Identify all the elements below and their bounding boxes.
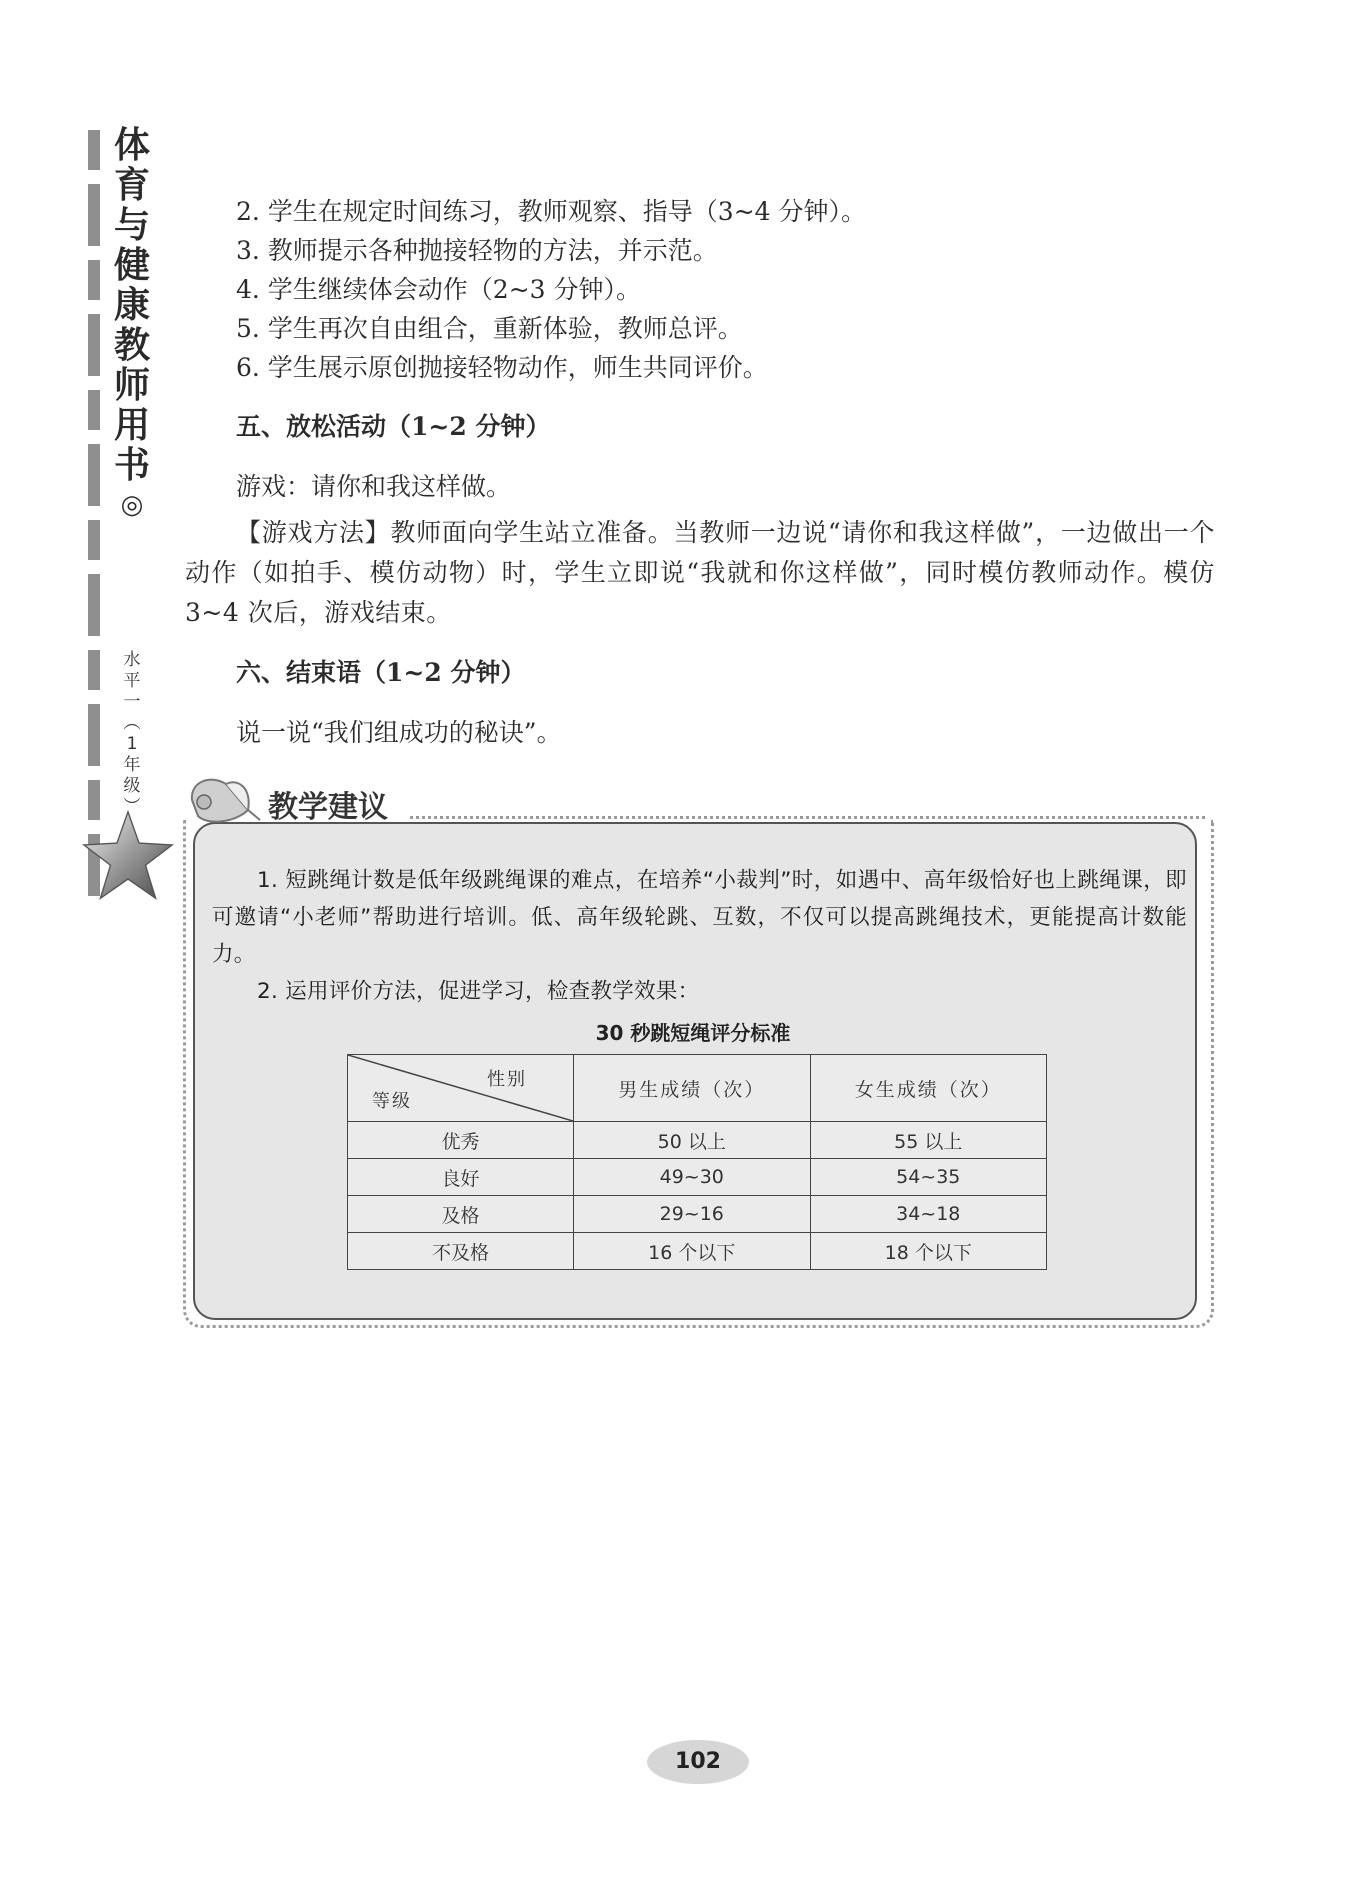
section-5-method: 【游戏方法】教师面向学生站立准备。当教师一边说“请你和我这样做”，一边做出一个动作（如拍手、模仿动物）时，学生立即说“我就和你这样做”，同时模仿教师动作。模仿 3~4 次后，游戏结束。 [185,518,1215,627]
book-title-vertical [112,125,152,525]
corner-grade-label: 等级 [372,1091,412,1112]
male-score-cell: 50 以上 [574,1122,811,1159]
book-title-char: 康 [113,284,150,326]
suggestion-title: 教学建议 [268,790,388,825]
level-char: 1 [126,734,138,754]
step-item: 4. 学生继续体会动作（2~3 分钟）。 [236,275,642,304]
lesson-body [185,192,1215,753]
step-item: 6. 学生展示原创抛接轻物动作，师生共同评价。 [236,353,768,382]
book-title-char: 用 [113,404,150,446]
female-score-cell: 55 以上 [810,1122,1047,1159]
table-row [348,1233,1047,1270]
grade-cell: 不及格 [348,1233,574,1270]
suggestion-paragraph-2: 2. 运用评价方法，促进学习，检查教学效果： [257,979,700,1004]
female-score-cell: 54~35 [810,1159,1047,1196]
suggestion-paragraph-1: 1. 短跳绳计数是低年级跳绳课的难点，在培养“小裁判”时，如遇中、高年级恰好也上跳绳课，即可邀请“小老师”帮助进行培训。低、高年级轮跳、互数，不仅可以提高跳绳技术，更能提高计数能力。 [212,868,1187,967]
sidebar-decoration-bars [88,130,102,910]
section-5-game: 游戏：请你和我这样做。 [236,472,512,501]
table-row [348,1196,1047,1233]
book-title-char: 体 [113,124,150,166]
book-title-char: 健 [113,244,150,286]
male-score-cell: 29~16 [574,1196,811,1233]
step-item: 3. 教师提示各种抛接轻物的方法，并示范。 [236,236,718,265]
star-icon [82,810,174,902]
page-number: 102 [647,1740,749,1784]
book-title-char: 与 [113,204,150,246]
grade-cell: 优秀 [348,1122,574,1159]
table-corner-cell [348,1055,574,1122]
table-row [348,1159,1047,1196]
book-title-char: 育 [113,164,150,206]
book-title-char: 书 [113,444,150,486]
level-char: 年 [123,755,141,775]
scoring-table [347,1054,1047,1270]
grade-level-vertical [120,650,144,818]
grade-cell: 良好 [348,1159,574,1196]
corner-gender-label: 性别 [487,1069,527,1090]
header-female: 女生成绩（次） [810,1055,1047,1122]
step-item: 2. 学生在规定时间练习，教师观察、指导（3~4 分钟）。 [236,197,867,226]
level-char: 平 [123,671,141,691]
level-char: ︶ [123,797,141,817]
step-item: 5. 学生再次自由组合，重新体验，教师总评。 [236,314,743,343]
table-title: 30 秒跳短绳评分标准 [595,1021,791,1045]
male-score-cell: 16 个以下 [574,1233,811,1270]
male-score-cell: 49~30 [574,1159,811,1196]
title-dotted-line [410,816,1205,819]
section-5-title: 五、放松活动（1~2 分钟） [236,412,551,441]
level-char: ︵ [123,713,141,733]
grade-cell: 及格 [348,1196,574,1233]
suggestion-text [212,862,1187,1010]
book-title-char: 师 [113,364,150,406]
female-score-cell: 34~18 [810,1196,1047,1233]
table-header-row [348,1055,1047,1122]
level-char: 一 [123,692,141,712]
section-6-title: 六、结束语（1~2 分钟） [236,658,526,687]
header-male: 男生成绩（次） [574,1055,811,1122]
circle-mark-icon: ◎ [120,490,144,520]
table-row [348,1122,1047,1159]
level-char: 水 [123,650,141,670]
book-title-char: 教 [113,324,150,366]
level-char: 级 [123,776,141,796]
female-score-cell: 18 个以下 [810,1233,1047,1270]
section-6-text: 说一说“我们组成功的秘诀”。 [236,718,562,747]
scroll-icon [186,770,266,832]
